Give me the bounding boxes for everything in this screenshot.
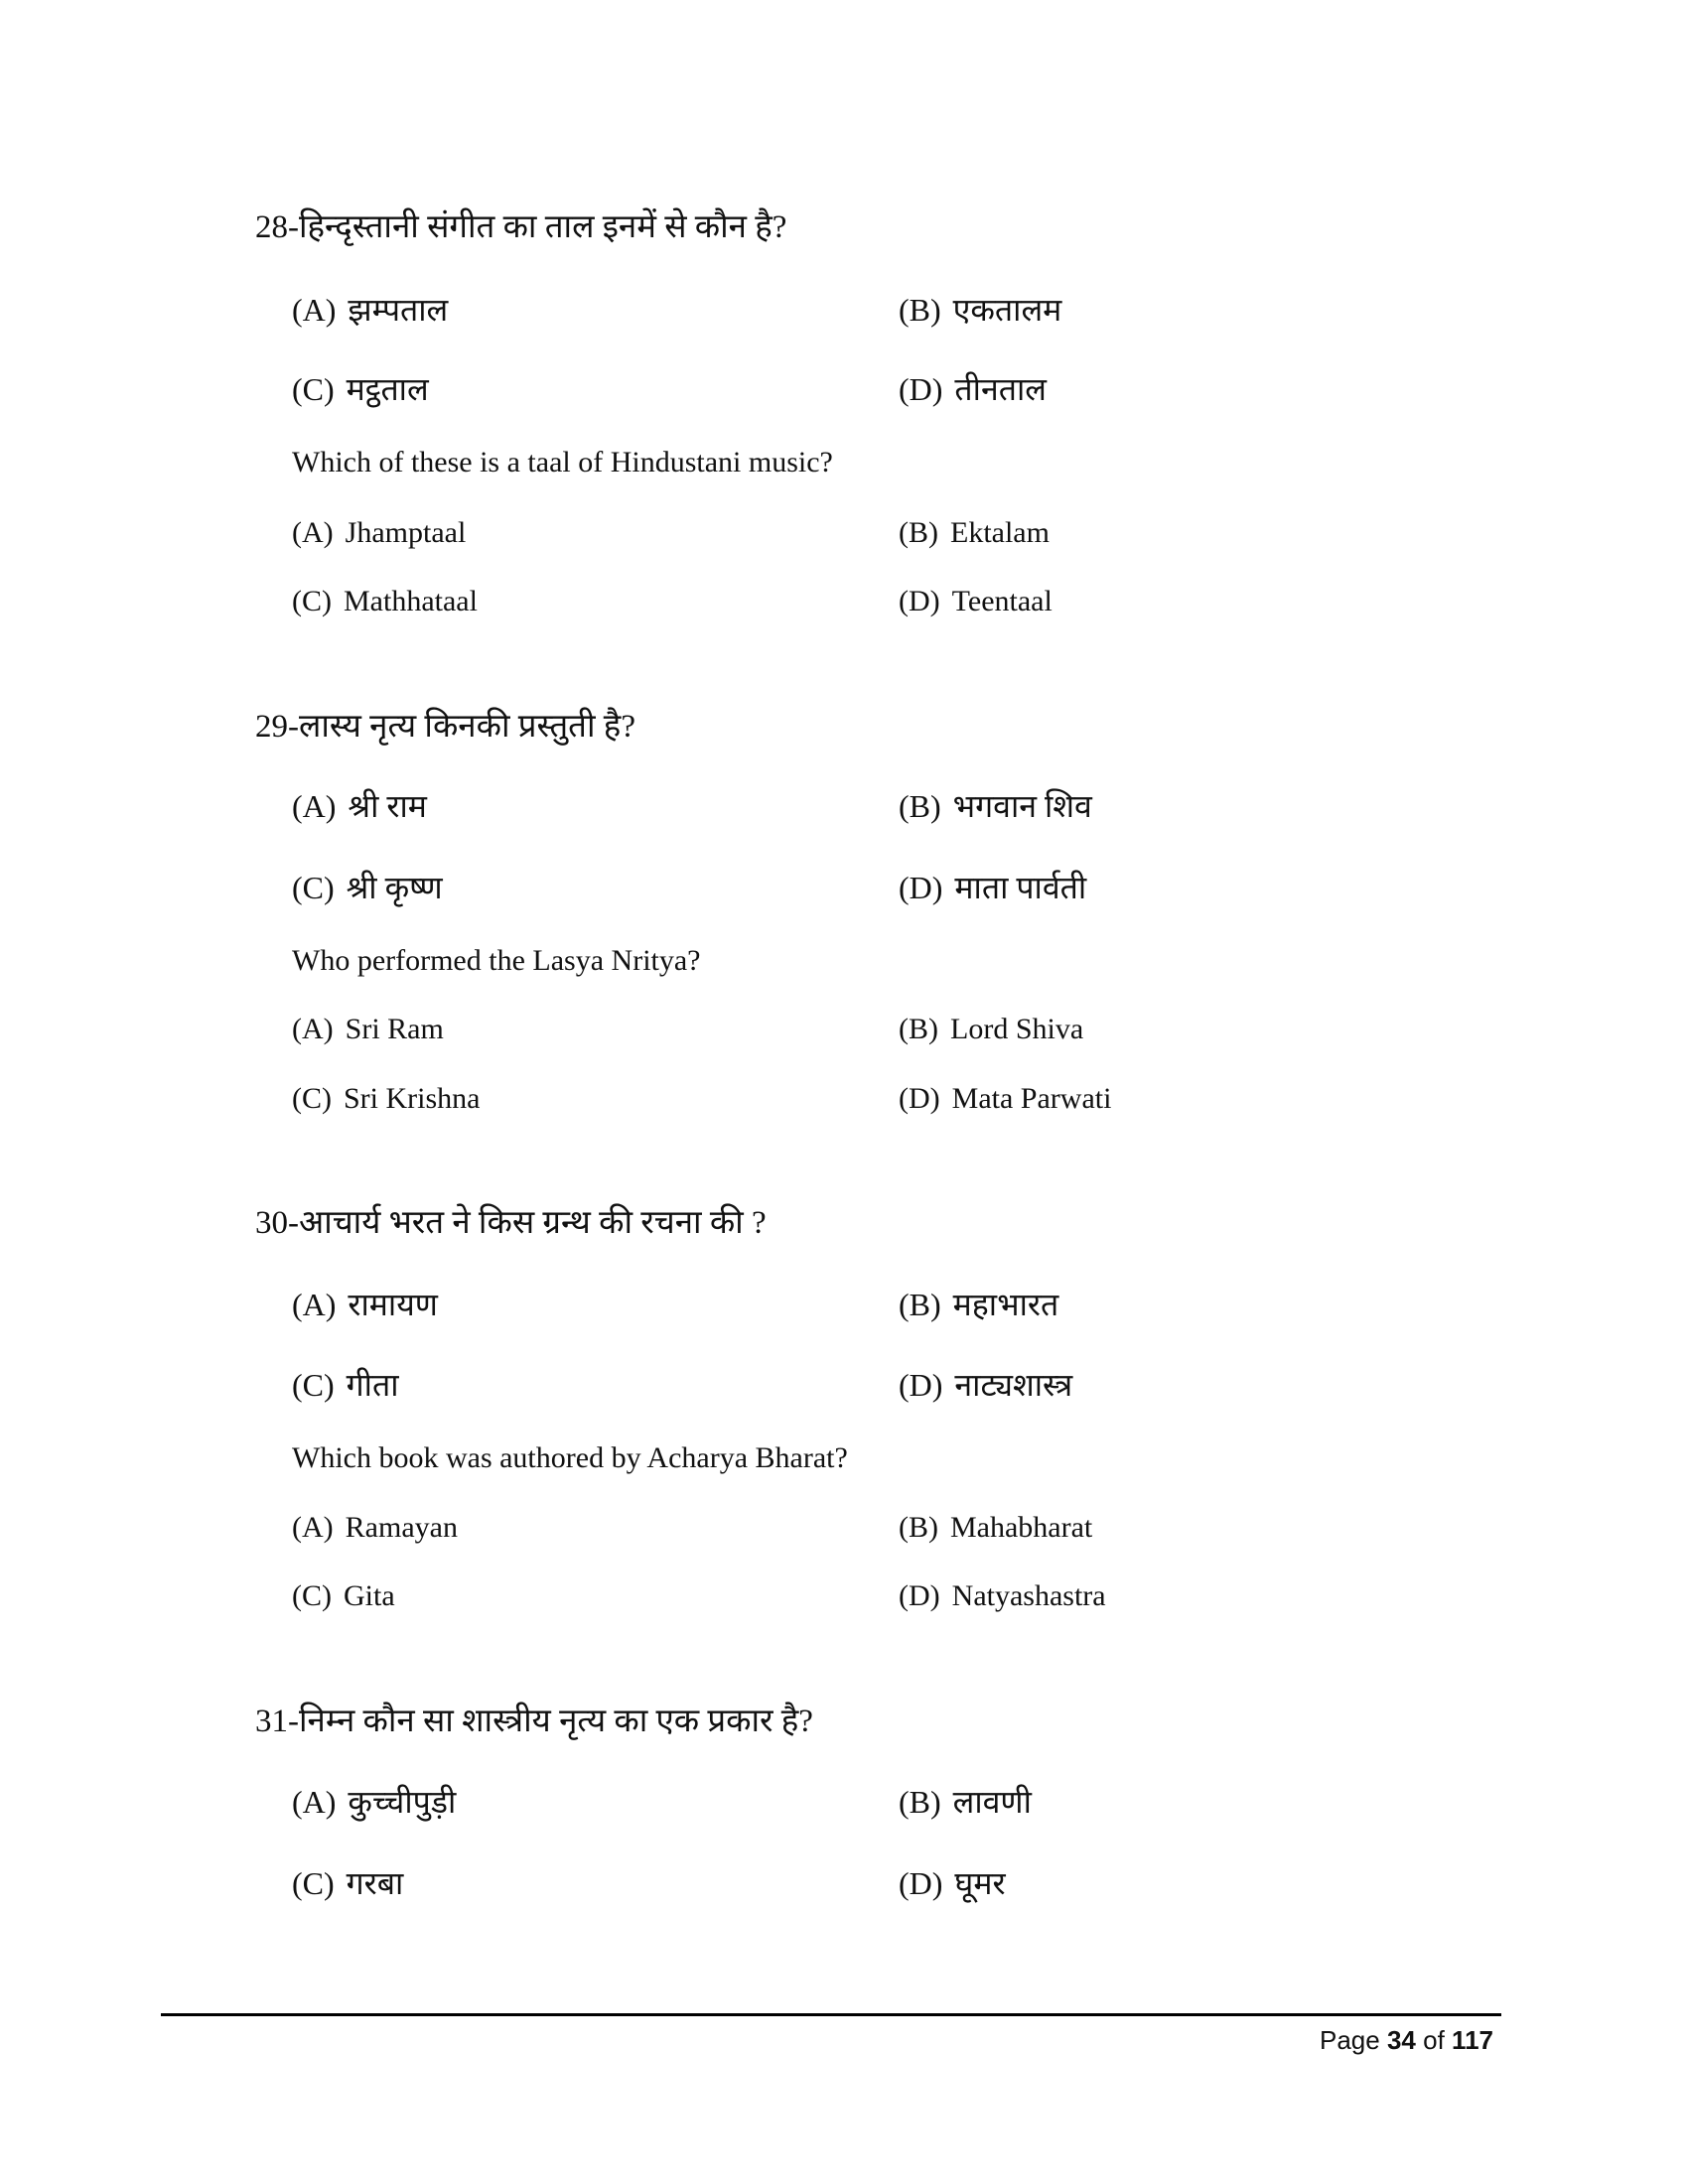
q30-hi-option-b: (B) महाभारत: [899, 1287, 1059, 1322]
q30-hi-option-a: (A) रामायण: [292, 1287, 438, 1322]
q29-hi-option-a: (A) श्री राम: [292, 788, 427, 824]
q31-hi-option-d: (D) घूमर: [899, 1865, 1006, 1901]
q28-hi-option-c: (C) मट्ठताल: [292, 371, 429, 407]
q30-en-option-d: (D) Natyashastra: [899, 1579, 1106, 1612]
q29-en-option-a: (A) Sri Ram: [292, 1013, 444, 1045]
question-29-english: Who performed the Lasya Nritya?: [292, 944, 701, 977]
q28-en-option-c: (C) Mathhataal: [292, 585, 478, 617]
q28-en-option-b: (B) Ektalam: [899, 516, 1050, 549]
q28-en-option-a: (A) Jhamptaal: [292, 516, 467, 549]
q30-en-option-b: (B) Mahabharat: [899, 1511, 1093, 1544]
footer-divider: [161, 2013, 1501, 2016]
q31-hi-option-a: (A) कुच्चीपुड़ी: [292, 1784, 457, 1820]
q31-hi-option-c: (C) गरबा: [292, 1865, 404, 1901]
q31-hi-option-b: (B) लावणी: [899, 1784, 1032, 1820]
q30-hi-option-d: (D) नाट्यशास्त्र: [899, 1367, 1073, 1403]
question-30-hindi: 30-आचार्य भरत ने किस ग्रन्थ की रचना की ?: [255, 1205, 767, 1241]
q30-en-option-a: (A) Ramayan: [292, 1511, 458, 1544]
q29-hi-option-c: (C) श्री कृष्ण: [292, 870, 443, 905]
question-31-hindi: 31-निम्न कौन सा शास्त्रीय नृत्य का एक प्रकार है?: [255, 1704, 813, 1739]
q29-en-option-c: (C) Sri Krishna: [292, 1082, 481, 1115]
question-30-english: Which book was authored by Acharya Bharat?: [292, 1441, 848, 1474]
q29-hi-option-d: (D) माता पार्वती: [899, 870, 1087, 905]
q29-en-option-b: (B) Lord Shiva: [899, 1013, 1084, 1045]
question-28-english: Which of these is a taal of Hindustani music?: [292, 446, 833, 478]
q30-en-option-c: (C) Gita: [292, 1579, 395, 1612]
question-29-hindi: 29-लास्य नृत्य किनकी प्रस्तुती है?: [255, 709, 635, 745]
q28-hi-option-a: (A) झम्पताल: [292, 292, 449, 328]
q30-hi-option-c: (C) गीता: [292, 1367, 399, 1403]
q28-hi-option-b: (B) एकतालम: [899, 292, 1062, 328]
q28-hi-option-d: (D) तीनताल: [899, 371, 1047, 407]
q29-hi-option-b: (B) भगवान शिव: [899, 788, 1092, 824]
question-28-hindi: 28-हिन्दृस्तानी संगीत का ताल इनमें से कौन है?: [255, 209, 787, 245]
q29-en-option-d: (D) Mata Parwati: [899, 1082, 1112, 1115]
page-number: Page 34 of 117: [1320, 2025, 1493, 2055]
q28-en-option-d: (D) Teentaal: [899, 585, 1053, 617]
